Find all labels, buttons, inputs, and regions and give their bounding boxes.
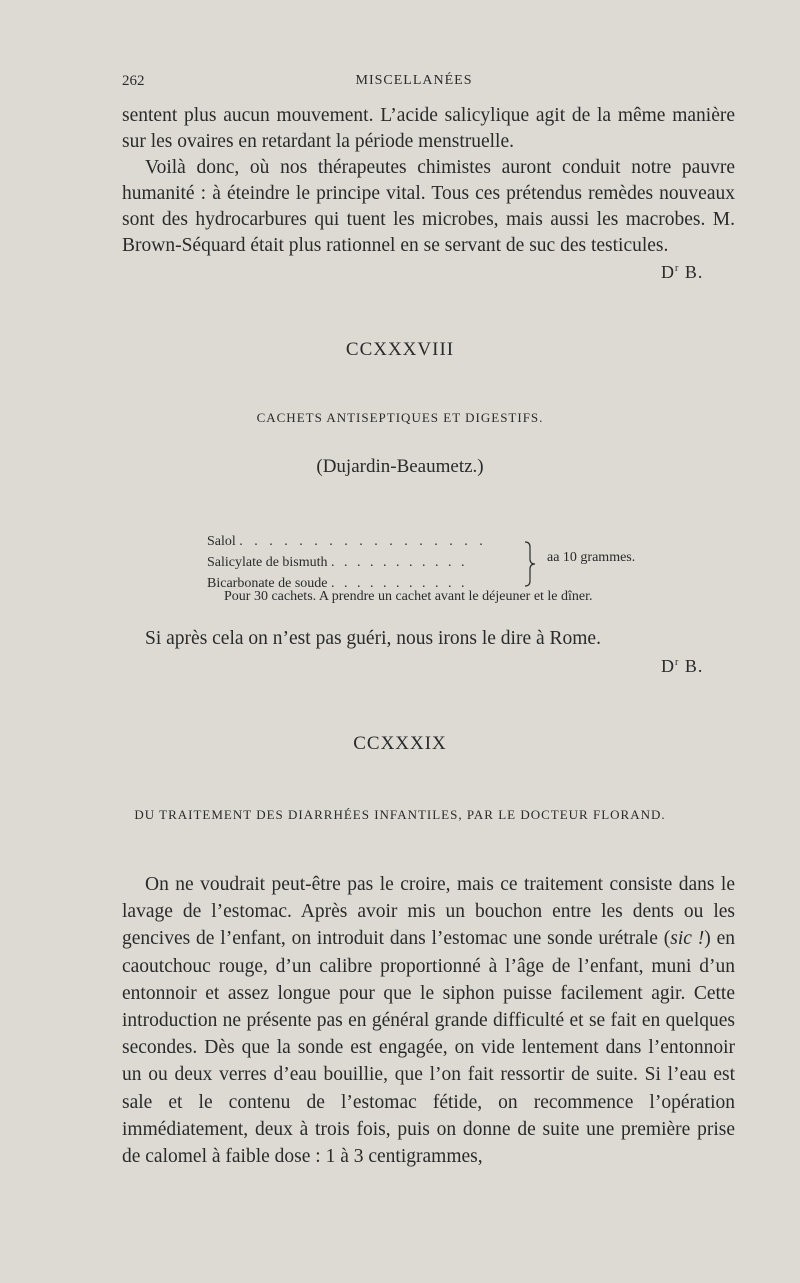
prescription-instructions: Pour 30 cachets. A prendre un cachet avant le déjeuner et le dîner. (224, 589, 593, 604)
section-number: CCXXXVIII (345, 339, 455, 360)
page-number: 262 (122, 73, 145, 89)
section-title: DU TRAITEMENT DES DIARRHÉES INFANTILES, PAR LE DOCTEUR FLORAND. (134, 807, 666, 822)
prescription-list (207, 531, 487, 594)
top-text (122, 103, 735, 259)
body-paragraph: On ne voudrait peut-être pas le croire, mais ce traitement consiste dans le lavage de l’estomac. Après avoir mis un bouchon entre les dents ou les gencives de l’enfant, on introduit dans l’estomac une sonde urétrale (sic !) en caoutchouc rouge, d’un calibre proportionné à l’âge de l’enfant, muni d’un entonnoir et assez longue pour que le siphon puisse facilement agir. Cette introduction ne présente pas en général grande difficulté et se fait en quelques secondes. Dès que la sonde est engagée, on vide lentement dans l’entonnoir un ou deux verres d’eau bouillie, que l’on fait ressortir de suite. Si l’eau est sale et le contenu de l’estomac fétide, on recommence l’opération immédiatement, deux à trois fois, puis on donne de suite une première prise de calomel à faible dose : 1 à 3 centigrammes, (122, 874, 735, 1168)
prescription-item: Salol . . . . . . . . . . . . . . . . . (207, 534, 487, 549)
running-header: MISCELLANÉES (355, 73, 473, 88)
section-title: CACHETS ANTISEPTIQUES ET DIGESTIFS. (256, 410, 544, 425)
brace-icon (523, 541, 537, 587)
paragraph: sentent plus aucun mouvement. L’acide salicylique agit de la même manière sur les ovaires en retardant la période menstruelle. (122, 105, 735, 152)
prescription-quantity: aa 10 grammes. (547, 550, 636, 565)
paragraph: Voilà donc, où nos thérapeutes chimistes auront conduit notre pauvre humanité : à éteindre le principe vital. Tous ces prétendus remèdes nouveaux sont des hydrocarbures qui tuent les microbes, mais aussi les macrobes. M. Brown-Séquard était plus rationnel en se servant de suc des testicules. (122, 157, 735, 256)
section-author: (Dujardin-Beaumetz.) (316, 456, 484, 477)
signature: $D^r$ B. (661, 656, 704, 676)
closing-line: Si après cela on n’est pas guéri, nous irons le dire à Rome. (145, 628, 601, 649)
prescription-item: Salicylate de bismuth . . . . . . . . . . . (207, 555, 468, 570)
section-number: CCXXXIX (353, 733, 447, 754)
prescription-item: Bicarbonate de soude . . . . . . . . . . . (207, 576, 468, 591)
signature: $D^r$ B. (661, 262, 704, 282)
